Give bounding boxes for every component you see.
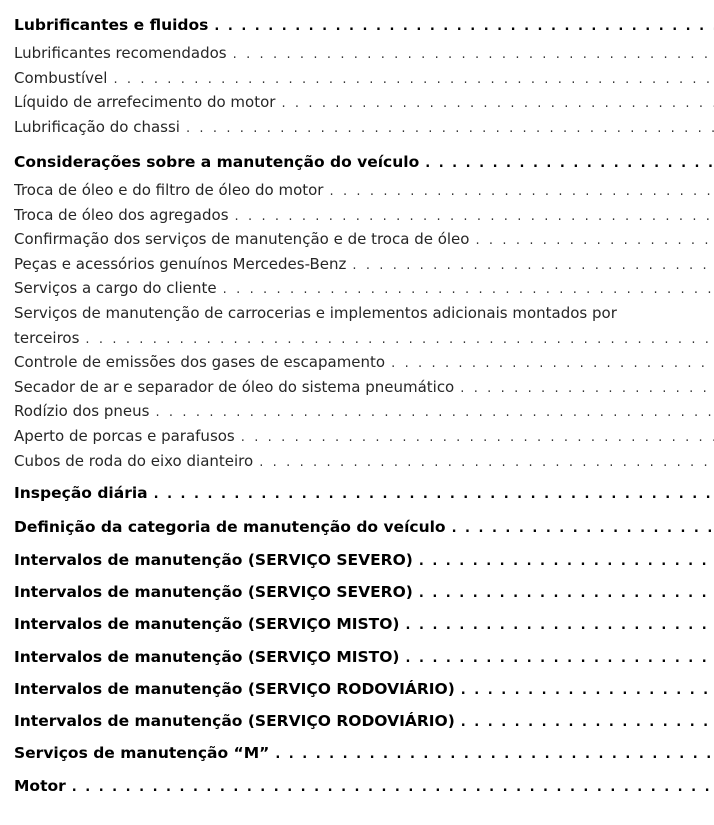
dot-leader bbox=[155, 401, 714, 424]
dot-leader bbox=[461, 707, 714, 737]
dot-leader bbox=[85, 328, 714, 351]
dot-leader bbox=[452, 513, 714, 543]
toc-item-label: Secador de ar e separador de óleo do sistema pneumático bbox=[14, 377, 455, 396]
toc-section-heading[interactable] bbox=[14, 737, 714, 769]
toc-item-label: Aperto de porcas e parafusos bbox=[14, 426, 235, 445]
toc-heading-label: Motor bbox=[14, 776, 66, 795]
toc-section-heading[interactable] bbox=[14, 477, 714, 509]
toc-item-label: Serviços de manutenção de carrocerias e implementos adicionais montados por bbox=[14, 303, 617, 322]
toc-item-label: Rodízio dos pneus bbox=[14, 402, 150, 421]
dot-leader bbox=[241, 426, 714, 449]
table-of-contents bbox=[14, 9, 714, 802]
dot-leader bbox=[475, 229, 714, 252]
toc-item[interactable] bbox=[14, 301, 714, 350]
toc-section-heading[interactable] bbox=[14, 608, 714, 640]
dot-leader bbox=[72, 772, 714, 802]
toc-item[interactable] bbox=[14, 227, 714, 252]
toc-heading-label: Serviços de manutenção “M” bbox=[14, 744, 270, 763]
dot-leader bbox=[235, 205, 714, 228]
dot-leader bbox=[406, 610, 714, 640]
toc-heading-label: Intervalos de manutenção (SERVIÇO MISTO) bbox=[14, 615, 400, 634]
toc-heading-label: Definição da categoria de manutenção do veículo bbox=[14, 518, 446, 537]
toc-item-label: Cubos de roda do eixo dianteiro bbox=[14, 451, 254, 470]
dot-leader bbox=[391, 352, 714, 375]
toc-section-heading[interactable] bbox=[14, 673, 714, 705]
toc-item[interactable] bbox=[14, 449, 714, 474]
toc-heading-label: Intervalos de manutenção (SERVIÇO MISTO) bbox=[14, 647, 400, 666]
toc-item-label: Lubrificantes recomendados bbox=[14, 44, 227, 63]
dot-leader bbox=[406, 643, 714, 673]
toc-heading-label: Intervalos de manutenção (SERVIÇO RODOVIÁRIO) bbox=[14, 679, 455, 698]
toc-item-label: Peças e acessórios genuínos Mercedes-Benz bbox=[14, 254, 347, 273]
toc-section-heading[interactable] bbox=[14, 770, 714, 802]
toc-heading-label: Inspeção diária bbox=[14, 484, 148, 503]
toc-heading-label: Intervalos de manutenção (SERVIÇO RODOVIÁRIO) bbox=[14, 712, 455, 731]
dot-leader bbox=[186, 117, 714, 140]
toc-item-label: Líquido de arrefecimento do motor bbox=[14, 93, 276, 112]
toc-item[interactable] bbox=[14, 115, 714, 140]
dot-leader bbox=[460, 377, 714, 400]
dot-leader bbox=[461, 675, 714, 705]
toc-heading-label: Intervalos de manutenção (SERVIÇO SEVERO) bbox=[14, 550, 413, 569]
dot-leader bbox=[281, 92, 714, 115]
toc-item[interactable] bbox=[14, 399, 714, 424]
toc-item-continuation bbox=[14, 326, 714, 351]
toc-heading-label: Considerações sobre a manutenção do veículo bbox=[14, 152, 420, 171]
toc-item-label: Lubrificação do chassi bbox=[14, 118, 180, 137]
dot-leader bbox=[275, 739, 714, 769]
toc-item[interactable] bbox=[14, 424, 714, 449]
toc-item[interactable] bbox=[14, 375, 714, 400]
toc-section-heading[interactable] bbox=[14, 9, 714, 41]
dot-leader bbox=[329, 180, 714, 203]
toc-item-label: Controle de emissões dos gases de escapamento bbox=[14, 353, 386, 372]
dot-leader bbox=[419, 546, 714, 576]
toc-item-label: Troca de óleo dos agregados bbox=[14, 205, 229, 224]
toc-item-label: Confirmação dos serviços de manutenção e de troca de óleo bbox=[14, 230, 470, 249]
toc-item-label: Combustível bbox=[14, 68, 108, 87]
toc-item-label: terceiros bbox=[14, 328, 80, 347]
dot-leader bbox=[214, 11, 714, 41]
toc-section-heading[interactable] bbox=[14, 511, 714, 543]
toc-item[interactable] bbox=[14, 350, 714, 375]
toc-section-heading[interactable] bbox=[14, 544, 714, 576]
toc-section-heading[interactable] bbox=[14, 146, 714, 178]
toc-item-label: Troca de óleo e do filtro de óleo do motor bbox=[14, 180, 324, 199]
toc-item[interactable] bbox=[14, 66, 714, 91]
dot-leader bbox=[154, 479, 714, 509]
dot-leader bbox=[352, 254, 714, 277]
dot-leader bbox=[223, 278, 714, 301]
toc-item-label: Serviços a cargo do cliente bbox=[14, 279, 217, 298]
toc-item[interactable] bbox=[14, 252, 714, 277]
toc-item[interactable] bbox=[14, 41, 714, 66]
toc-item[interactable] bbox=[14, 90, 714, 115]
toc-section-heading[interactable] bbox=[14, 641, 714, 673]
toc-item[interactable] bbox=[14, 178, 714, 203]
toc-item[interactable] bbox=[14, 203, 714, 228]
dot-leader bbox=[419, 578, 714, 608]
dot-leader bbox=[233, 43, 714, 66]
toc-item[interactable] bbox=[14, 276, 714, 301]
toc-section-heading[interactable] bbox=[14, 705, 714, 737]
toc-heading-label: Intervalos de manutenção (SERVIÇO SEVERO) bbox=[14, 582, 413, 601]
dot-leader bbox=[259, 451, 714, 474]
toc-section-heading[interactable] bbox=[14, 576, 714, 608]
dot-leader bbox=[113, 68, 714, 91]
toc-heading-label: Lubrificantes e fluidos bbox=[14, 16, 209, 34]
dot-leader bbox=[425, 148, 714, 178]
